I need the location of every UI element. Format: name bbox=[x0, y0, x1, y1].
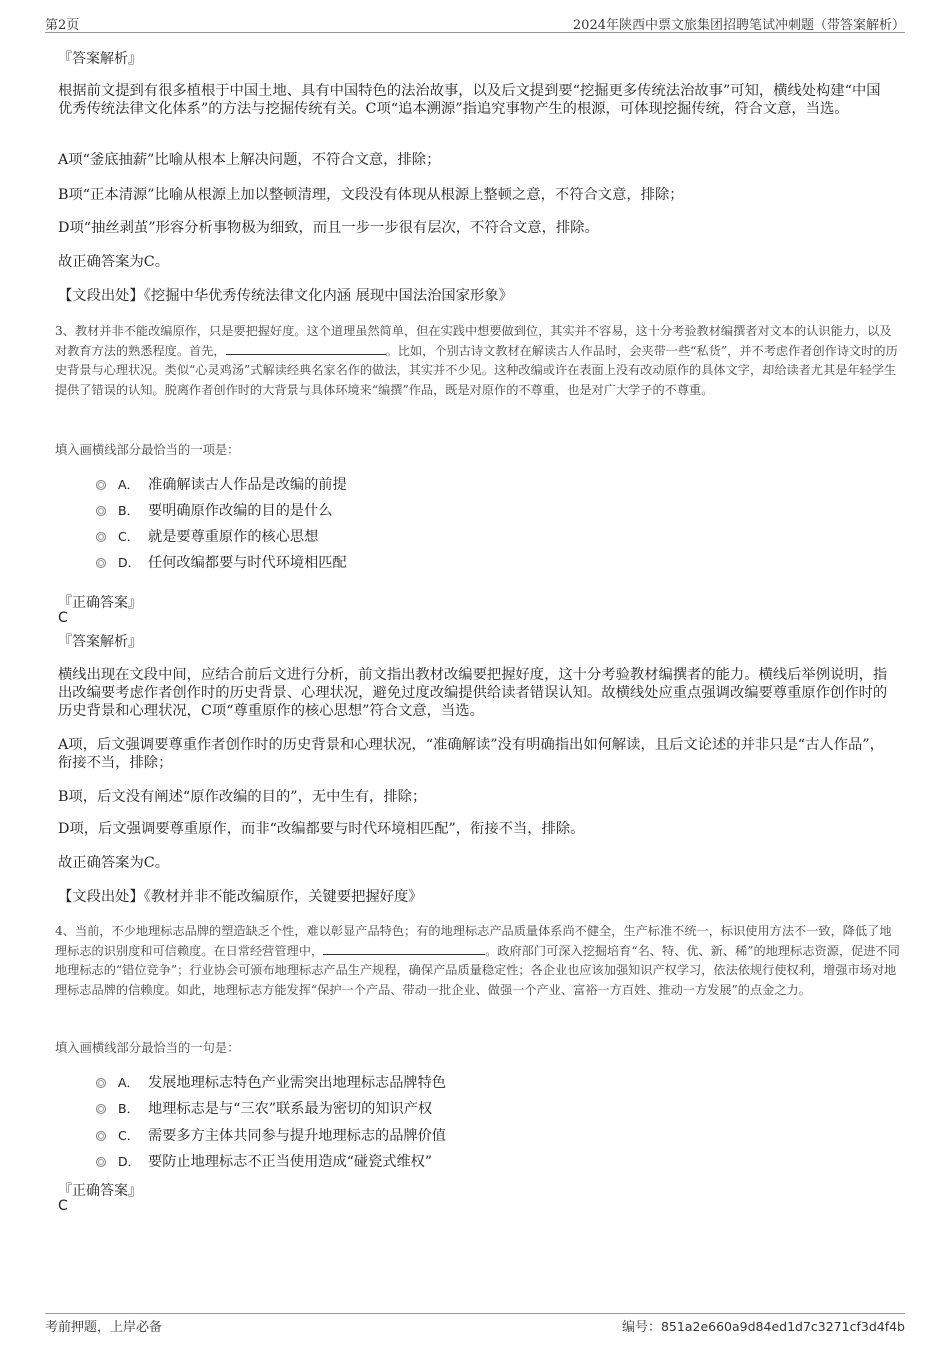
analysis-option-d: D项“抽丝剥茧”形容分析事物极为细致，而且一步一步很有层次，不符合文意，排除。 bbox=[58, 220, 599, 236]
q3-option-b[interactable]: B． 要明确原作改编的目的是什么 bbox=[96, 500, 332, 520]
page-footer bbox=[45, 1313, 905, 1335]
conclusion: 故正确答案为C。 bbox=[58, 855, 170, 871]
q4-option-d[interactable]: D． 要防止地理标志不正当使用造成“碰瓷式维权” bbox=[96, 1151, 432, 1171]
analysis-option-b: B项，后文没有阐述“原作改编的目的”，无中生有，排除； bbox=[58, 789, 427, 805]
analysis-label: 『答案解析』 bbox=[58, 51, 142, 67]
fill-blank bbox=[323, 942, 485, 955]
question-4-text: 4、当前，不少地理标志品牌的塑造缺乏个性，难以彰显产品特色；有的地理标志产品质量体系尚不健全，生产标准不统一，标识使用方法不一致，降低了地理标志的识别度和可信赖度。在日常经营管理中， 。政府部门可深入挖掘培育“名、特、优、新、稀”的地理标志资源，促进不同地理标志的“错位竞争”；行业协会可颁布地理标志产品生产规程，确保产品质量稳定性；各企业也应该加强知识产权学习，依法依规行使权利，增强市场对地理标志品牌的信赖度。如此，地理标志方能发挥“保护一个产品、带动一批企业、做强一个产业、富裕一方百姓、推动一方发展”的点金之力。 bbox=[55, 924, 900, 997]
analysis-option-a: A项，后文强调要尊重作者创作时的历史背景和心理状况，“准确解读”没有明确指出如何解读，且后文论述的并非只是“古人作品”，衔接不当，排除； bbox=[58, 737, 884, 771]
analysis-paragraph: 根据前文提到有很多植根于中国土地、具有中国特色的法治故事，以及后文提到要“挖掘更多传统法治故事”可知，横线处构建“中国优秀传统法律文化体系”的方法与挖掘传统有关。C项“追本溯源”指追究事物产生的根源，可体现挖掘传统，符合文意，当选。 bbox=[58, 83, 881, 117]
radio-icon[interactable] bbox=[96, 532, 106, 542]
radio-icon[interactable] bbox=[96, 1104, 106, 1114]
document-code: 编号：851a2e660a9d84ed1d7c3271cf3d4f4b bbox=[621, 1319, 905, 1335]
q3-option-d[interactable]: D． 任何改编都要与时代环境相匹配 bbox=[96, 552, 347, 572]
analysis-option-d: D项，后文强调要尊重原作，而非“改编都要与时代环境相匹配”，衔接不当，排除。 bbox=[58, 821, 585, 837]
page-number: 第2页 bbox=[45, 18, 80, 33]
analysis-option-a: A项“釜底抽薪”比喻从根本上解决问题，不符合文意，排除； bbox=[58, 152, 441, 168]
fill-blank bbox=[226, 342, 386, 355]
radio-icon[interactable] bbox=[96, 1078, 106, 1088]
question-3-text: 3、教材并非不能改编原作，只是要把握好度。这个道理虽然简单，但在实践中想要做到位，其实并不容易，这十分考验教材编撰者对文本的认识能力，以及对教育方法的熟悉程度。首先， 。比如，个别古诗文教材在解读古人作品时，会夹带一些“私货”，并不考虑作者创作诗文时的历史背景与心理状况。类似“心灵鸡汤”式解读经典名家名作的做法，其实并不少见。这种改编或许在表面上没有改动原作的具体文字，却给读者尤其是年轻学生提供了错误的认知。脱离作者创作时的大背景与具体环境来“编撰”作品，既是对原作的不尊重，也是对广大学子的不尊重。 bbox=[55, 324, 898, 397]
analysis-label: 『答案解析』 bbox=[58, 634, 142, 650]
source-citation: 【文段出处】《挖掘中华优秀传统法律文化内涵 展现中国法治国家形象》 bbox=[58, 288, 513, 304]
radio-icon[interactable] bbox=[96, 506, 106, 516]
question-4-prompt: 填入画横线部分最恰当的一句是： bbox=[55, 1041, 240, 1055]
answer-value: C bbox=[58, 610, 68, 626]
radio-icon[interactable] bbox=[96, 558, 106, 568]
answer-label: 『正确答案』 bbox=[58, 595, 142, 611]
document-title: 2024年陕西中票文旅集团招聘笔试冲刺题（带答案解析） bbox=[572, 18, 905, 33]
page-header bbox=[45, 14, 905, 33]
radio-icon[interactable] bbox=[96, 1131, 106, 1141]
q4-option-a[interactable]: A． 发展地理标志特色产业需突出地理标志品牌特色 bbox=[96, 1072, 446, 1092]
analysis-option-b: B项“正本清源”比喻从根源上加以整顿清理，文段没有体现从根源上整顿之意，不符合文意，排除； bbox=[58, 187, 684, 203]
answer-label: 『正确答案』 bbox=[58, 1183, 142, 1199]
question-3-prompt: 填入画横线部分最恰当的一项是： bbox=[55, 443, 240, 457]
q3-option-a[interactable]: A． 准确解读古人作品是改编的前提 bbox=[96, 474, 347, 494]
radio-icon[interactable] bbox=[96, 1157, 106, 1167]
analysis-paragraph: 横线出现在文段中间，应结合前后文进行分析，前文指出教材改编要把握好度，这十分考验教材编撰者的能力。横线后举例说明，指出改编要考虑作者创作时的历史背景、心理状况，避免过度改编提供给读者错误认知。故横线处应重点强调改编要尊重原作创作时的历史背景和心理状况，C项“尊重原作的核心思想”符合文意，当选。 bbox=[58, 667, 888, 719]
source-citation: 【文段出处】《教材并非不能改编原作，关键要把握好度》 bbox=[58, 889, 423, 905]
radio-icon[interactable] bbox=[96, 480, 106, 490]
conclusion: 故正确答案为C。 bbox=[58, 254, 170, 270]
q4-option-b[interactable]: B． 地理标志是与“三农”联系最为密切的知识产权 bbox=[96, 1098, 432, 1118]
answer-value: C bbox=[58, 1198, 68, 1214]
q3-option-c[interactable]: C． 就是要尊重原作的核心思想 bbox=[96, 526, 318, 546]
footer-slogan: 考前押题，上岸必备 bbox=[45, 1320, 163, 1335]
q4-option-c[interactable]: C． 需要多方主体共同参与提升地理标志的品牌价值 bbox=[96, 1125, 446, 1145]
